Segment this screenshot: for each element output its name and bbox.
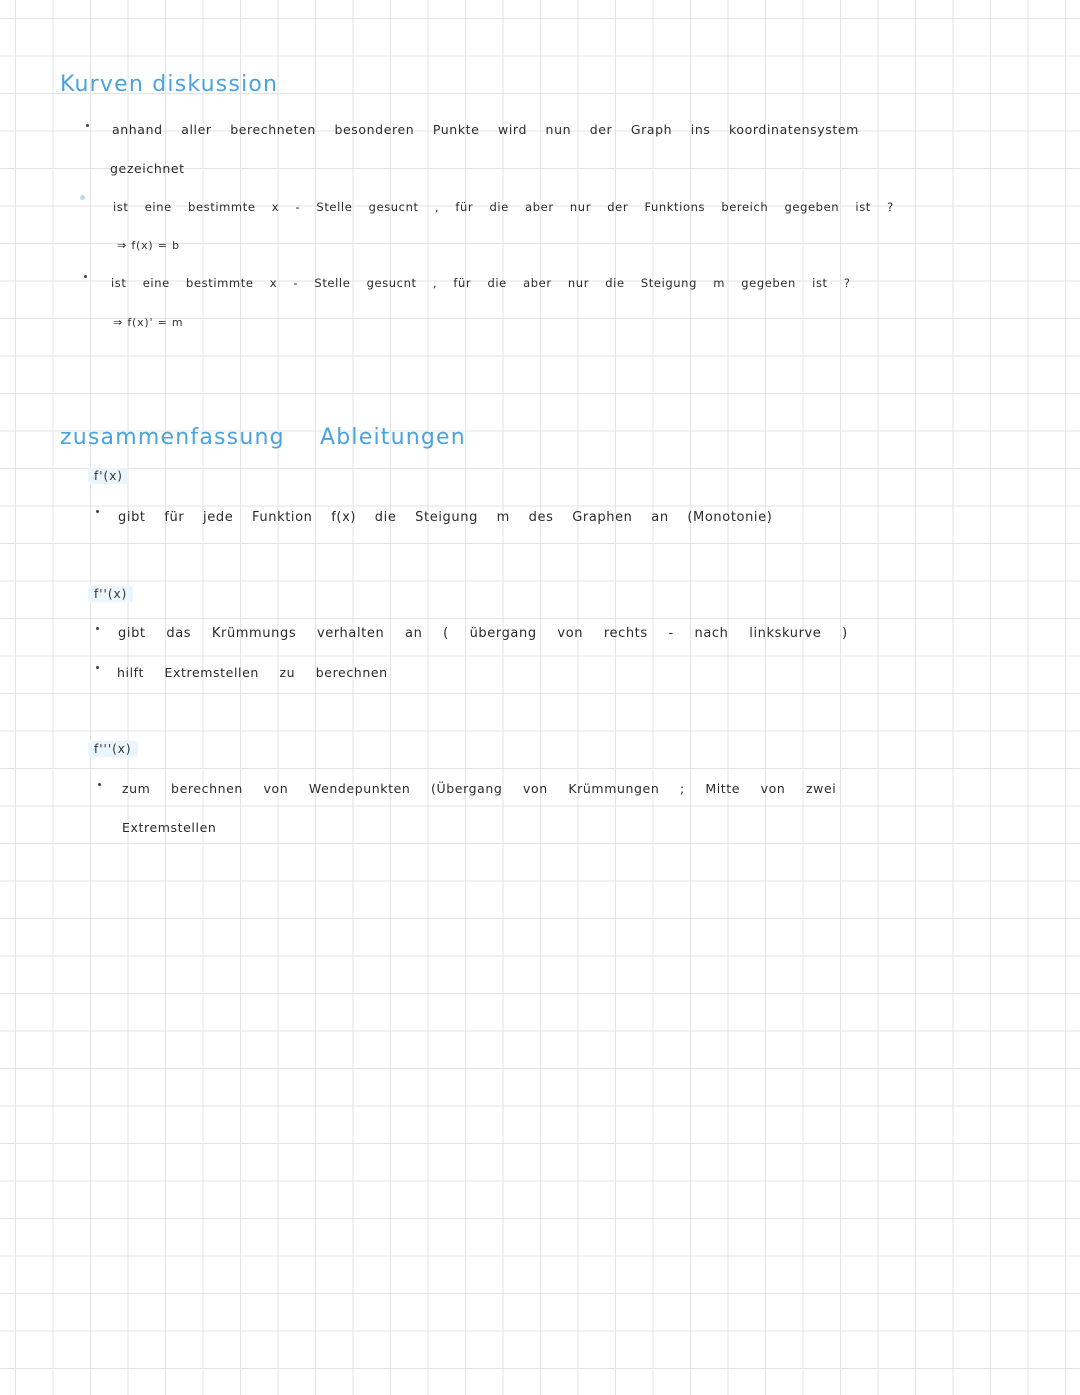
heading-zusammenfassung: zusammenfassung xyxy=(60,425,285,450)
text-line-1: anhand aller berechneten besonderen Punkte wird nun der Graph ins koordinatensystem xyxy=(112,122,859,137)
bullet xyxy=(84,275,87,278)
heading-kurvendiskussion: Kurven diskussion xyxy=(60,72,279,97)
tag-second-derivative: f''(x) xyxy=(88,586,133,602)
text-line-3: ist eine bestimmte x - Stelle gesucnt , für die aber nur die Steigung m gegeben ist ? xyxy=(111,276,851,290)
bullet xyxy=(86,124,89,127)
third-derivative-description: zum berechnen von Wendepunkten (Übergang von Krümmungen ; Mitte von zwei xyxy=(122,781,837,796)
formula-f-x-prime-equals-m: ⇒ f(x)' = m xyxy=(113,316,184,329)
tag-third-derivative: f'''(x) xyxy=(88,741,138,757)
second-derivative-extremstellen: hilft Extremstellen zu berechnen xyxy=(117,665,388,680)
formula-f-x-equals-b: ⇒ f(x) = b xyxy=(117,239,180,252)
bullet xyxy=(98,783,101,786)
bullet xyxy=(96,666,99,669)
bullet xyxy=(80,195,85,200)
bullet xyxy=(96,627,99,630)
third-derivative-continued: Extremstellen xyxy=(122,820,217,835)
second-derivative-description: gibt das Krümmungs verhalten an ( übergang von rechts - nach linkskurve ) xyxy=(118,626,848,641)
tag-first-derivative: f'(x) xyxy=(88,468,129,484)
bullet xyxy=(96,510,99,513)
text-line-1-continued: gezeichnet xyxy=(110,161,185,176)
heading-ableitungen: Ableitungen xyxy=(320,425,466,450)
first-derivative-description: gibt für jede Funktion f(x) die Steigung m des Graphen an (Monotonie) xyxy=(118,510,773,525)
text-line-2: ist eine bestimmte x - Stelle gesucnt , für die aber nur der Funktions bereich gegeben ist ? xyxy=(113,200,894,214)
